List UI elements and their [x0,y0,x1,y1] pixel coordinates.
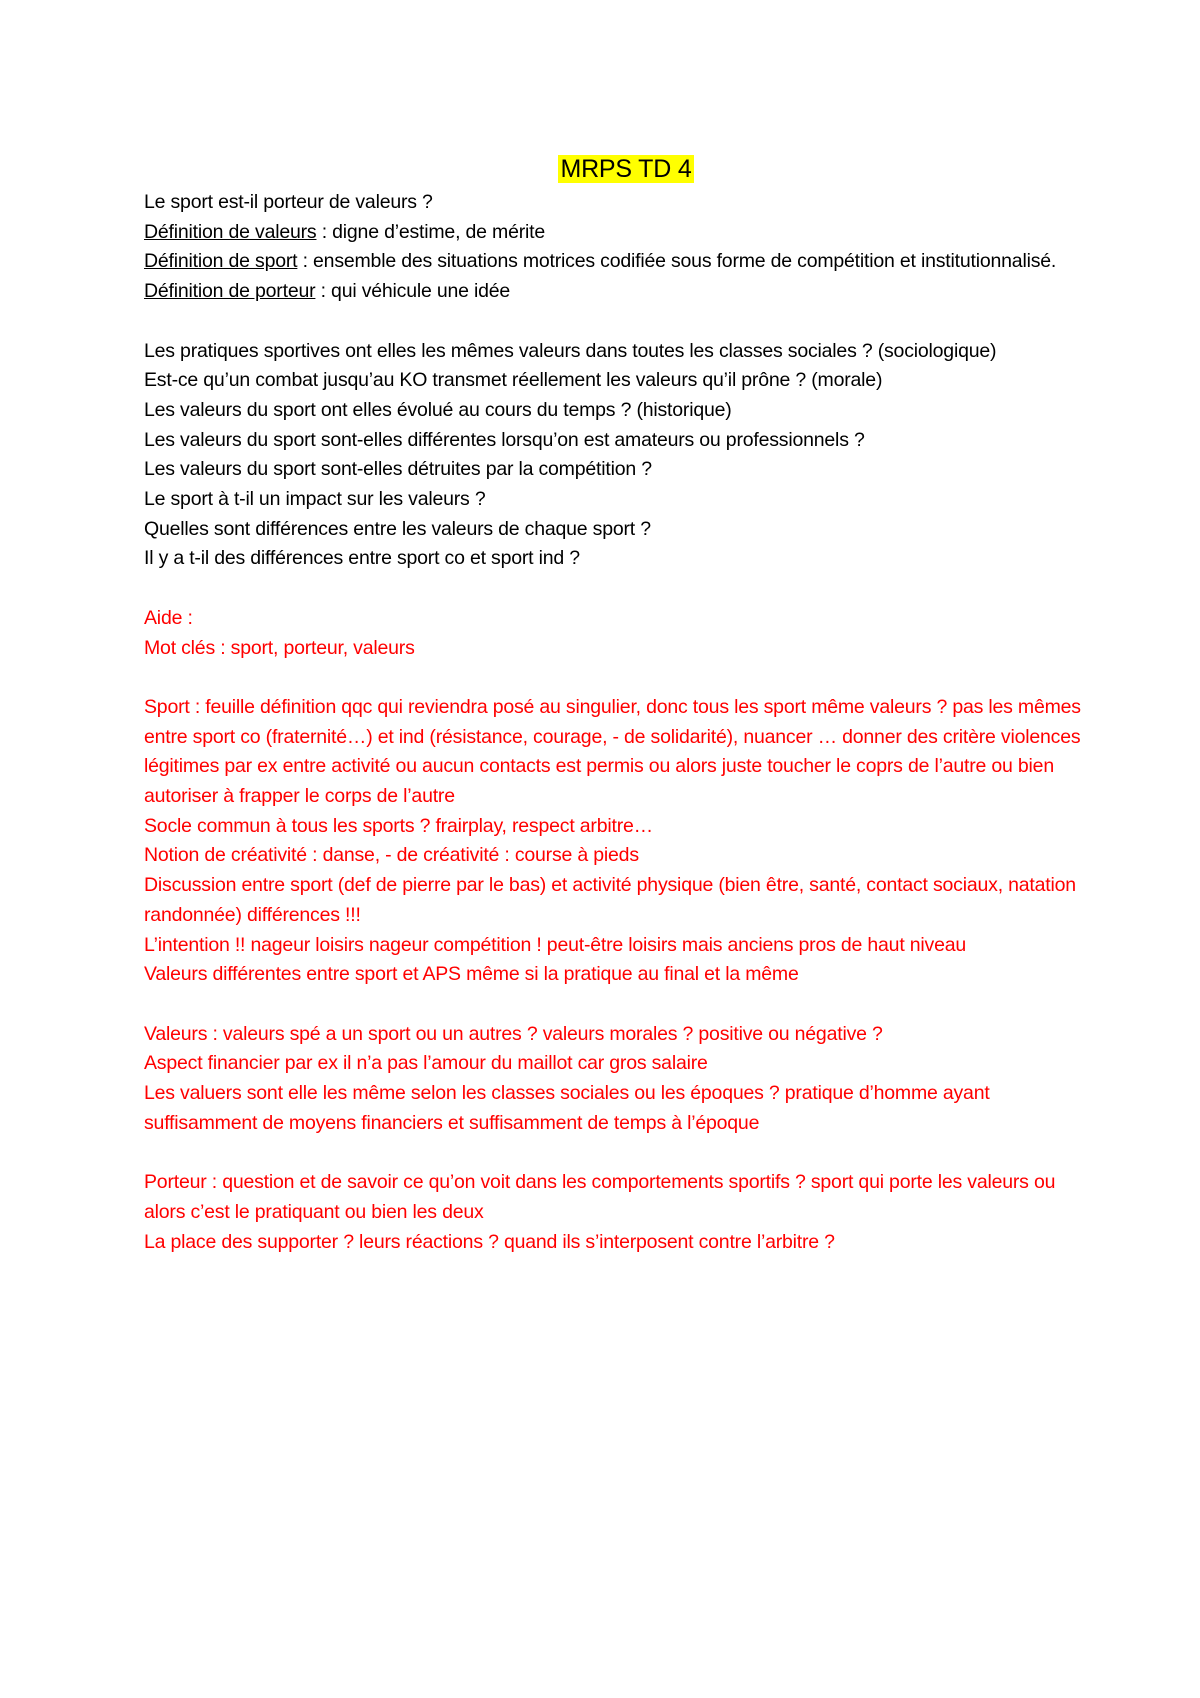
main-question: Le sport est-il porteur de valeurs ? [144,191,433,213]
definition-term: Définition de sport [144,250,298,273]
question-item: Quelles sont différences entre les valeurs de chaque sport ? [144,517,651,540]
document-title: MRPS TD 4 [560,155,692,183]
valeurs-note: Les valuers sont elle les même selon les classes sociales ou les époques ? pratique d’homme ayant suffisamment de moyens financiers et suffisamment de temps à l’époque [144,1082,990,1134]
question-item: Est-ce qu’un combat jusqu’au KO transmet réellement les valeurs qu’il prône ? (morale) [144,369,883,392]
sport-note: Valeurs différentes entre sport et APS même si la pratique au final et la même [144,963,799,986]
blank-line [144,307,1084,337]
sport-note: Discussion entre sport (def de pierre par le bas) et activité physique (bien être, santé, contact sociaux, natation randonnée) différences !!! [144,874,1076,926]
valeurs-note: Valeurs : valeurs spé a un sport ou un autres ? valeurs morales ? positive ou négative ? [144,1022,883,1045]
question-item: Les pratiques sportives ont elles les mêmes valeurs dans toutes les classes sociales ? (sociologique) [144,339,997,362]
definition-term: Définition de porteur [144,280,316,303]
definition-term: Définition de valeurs [144,220,317,243]
blank-line [144,1138,1084,1168]
definition-porteur [144,277,1084,307]
blank-line [144,990,1084,1020]
document-title-row [144,150,1084,188]
question-item: Les valeurs du sport ont elles évolué au cours du temps ? (historique) [144,398,732,421]
aide-heading: Aide : [144,606,193,629]
sport-note: Sport : feuille définition qqc qui reviendra posé au singulier, donc tous les sport même valeurs ? pas les mêmes entre sport co (fraternité…) et ind (résistance, courage, - de solidarité), nuancer … donner des critère violences légitimes par ex entre activité ou aucun contacts est permis ou alors juste toucher le coprs de l’autre ou bien autoriser à frapper le corps de l’autre [144,695,1081,808]
definition-text: : digne d’estime, de mérite [316,220,545,243]
sport-note: Socle commun à tous les sports ? frairplay, respect arbitre… [144,814,653,837]
definition-text: : qui véhicule une idée [315,280,511,303]
document-page [144,150,1084,1257]
question-item: Il y a t-il des différences entre sport co et sport ind ? [144,547,580,570]
question-item: Le sport à t-il un impact sur les valeurs ? [144,488,486,511]
definition-text: : ensemble des situations motrices codifiée sous forme de compétition et institutionnalisé. [297,250,1057,273]
blank-line [144,574,1084,604]
porteur-note: La place des supporter ? leurs réactions ? quand ils s’interposent contre l’arbitre ? [144,1230,835,1253]
question-item: Les valeurs du sport sont-elles différentes lorsqu’on est amateurs ou professionnels ? [144,428,865,451]
porteur-note: Porteur : question et de savoir ce qu’on voit dans les comportements sportifs ? sport qui porte les valeurs ou alors c’est le pratiquant ou bien les deux [144,1171,1056,1223]
definition-valeurs [144,218,1084,248]
aide-keywords: Mot clés : sport, porteur, valeurs [144,636,415,659]
definition-sport [144,247,1084,277]
question-item: Les valeurs du sport sont-elles détruites par la compétition ? [144,458,652,481]
sport-note: L’intention !! nageur loisirs nageur compétition ! peut-être loisirs mais anciens pros de haut niveau [144,933,967,956]
valeurs-note: Aspect financier par ex il n’a pas l’amour du maillot car gros salaire [144,1052,708,1075]
blank-line [144,663,1084,693]
sport-note: Notion de créativité : danse, - de créativité : course à pieds [144,844,639,867]
